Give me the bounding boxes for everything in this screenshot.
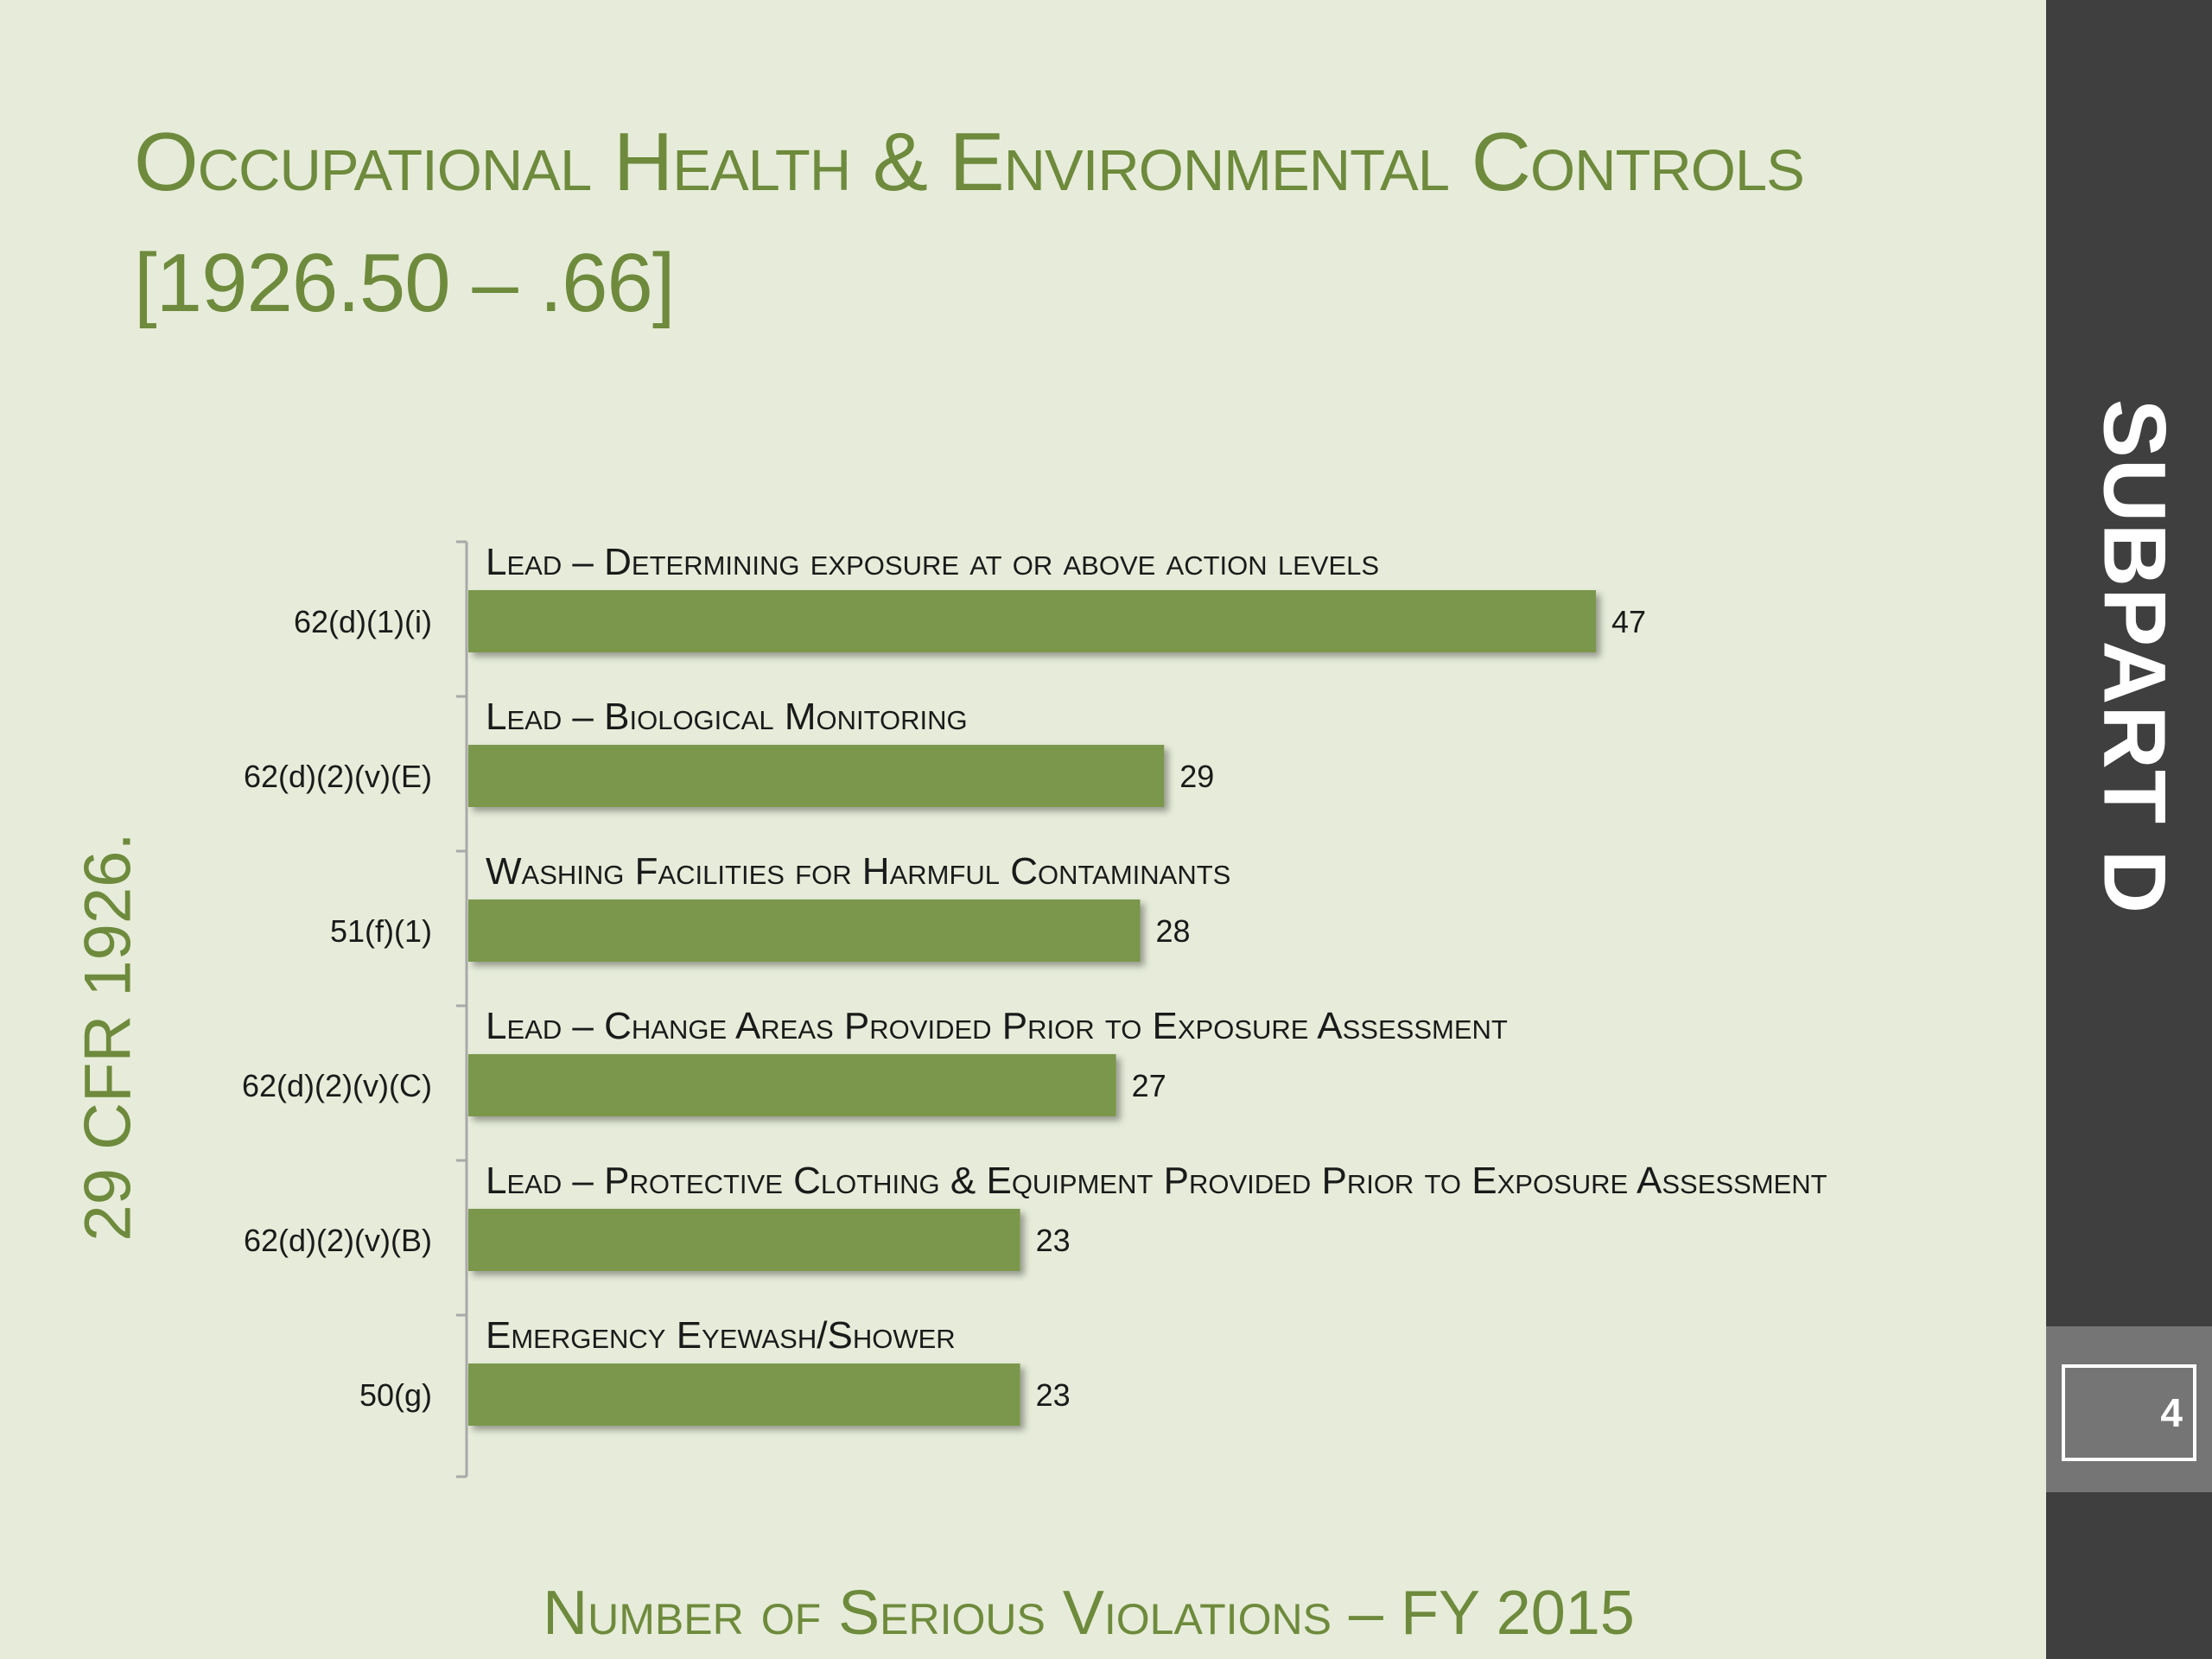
category-label: 51(f)(1) — [329, 913, 432, 949]
category-label: 62(d)(2)(v)(C) — [242, 1068, 432, 1103]
subpart-label: SUBPART D — [2085, 398, 2184, 915]
bar-title: Lead – Protective Clothing & Equipment Provided Prior to Exposure Assessment — [486, 1160, 1827, 1202]
page-number-box — [2062, 1364, 2196, 1461]
data-label: 23 — [1035, 1377, 1071, 1413]
data-label: 47 — [1611, 604, 1647, 639]
bar — [468, 590, 1596, 652]
category-label: 62(d)(2)(v)(B) — [243, 1223, 432, 1258]
x-axis-label: Number of Serious Violations – FY 2015 — [543, 1579, 1635, 1648]
category-label: 62(d)(1)(i) — [293, 604, 432, 639]
slide-title-line2: [1926.50 – .66] — [134, 237, 675, 329]
data-label: 28 — [1155, 913, 1191, 949]
category-label: 62(d)(2)(v)(E) — [243, 759, 432, 794]
bar-title: Lead – Determining exposure at or above action levels — [486, 541, 1380, 583]
bar — [468, 1054, 1116, 1116]
bar-title: Emergency Eyewash/Shower — [486, 1314, 956, 1357]
category-label: 50(g) — [359, 1377, 432, 1413]
bar-title: Washing Facilities for Harmful Contaminants — [486, 850, 1231, 893]
bar — [468, 1209, 1020, 1271]
page-number: 4 — [2160, 1390, 2183, 1435]
slide-title-line1: Occupational Health & Environmental Controls — [134, 116, 1804, 208]
bar — [468, 899, 1140, 962]
data-label: 23 — [1035, 1223, 1071, 1258]
bar-title: Lead – Biological Monitoring — [486, 696, 968, 738]
bar — [468, 1363, 1020, 1426]
bar-title: Lead – Change Areas Provided Prior to Exposure Assessment — [486, 1005, 1508, 1047]
data-label: 29 — [1179, 759, 1215, 794]
y-axis-label: 29 CFR 1926. — [71, 832, 145, 1242]
data-label: 27 — [1131, 1068, 1166, 1103]
bar — [468, 745, 1164, 807]
